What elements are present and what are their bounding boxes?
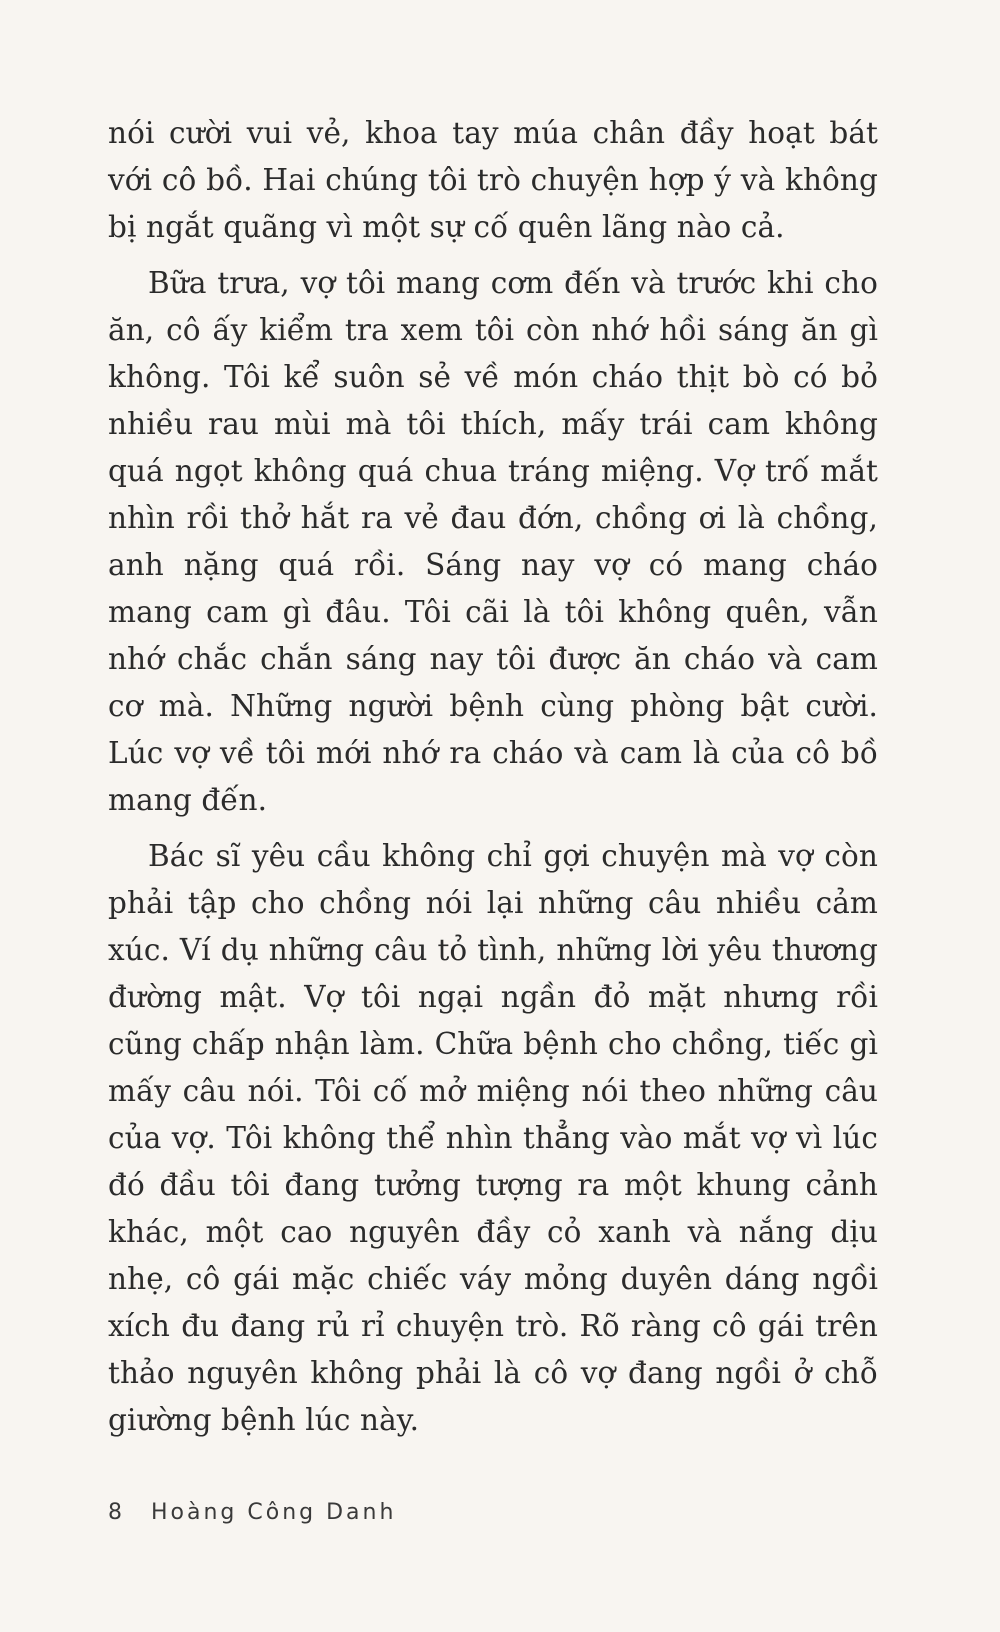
paragraph-doctor: Bác sĩ yêu cầu không chỉ gợi chuyện mà vợ còn phải tập cho chồng nói lại những câu nhiều cảm xúc. Ví dụ những câu tỏ tình, những lời yêu thương đường mật. Vợ tôi ngại ngần đỏ mặt nhưng rồi cũng chấp nhận làm. Chữa bệnh cho chồng, tiếc gì mấy câu nói. Tôi cố mở miệng nói theo những câu của vợ. Tôi không thể nhìn thẳng vào mắt vợ vì lúc đó đầu tôi đang tưởng tượng ra một khung cảnh khác, một cao nguyên đầy cỏ xanh và nắng dịu nhẹ, cô gái mặc chiếc váy mỏng duyên dáng ngồi xích đu đang rủ rỉ chuyện trò. Rõ ràng cô gái trên thảo nguyên không phải là cô vợ đang ngồi ở chỗ giường bệnh lúc này. [108,839,878,1437]
page-number: 8 [108,1500,125,1525]
body-text [108,110,878,1444]
paragraph-continuation: nói cười vui vẻ, khoa tay múa chân đầy hoạt bát với cô bồ. Hai chúng tôi trò chuyện hợp ý và không bị ngắt quãng vì một sự cố quên lãng nào cả. [108,116,878,244]
author-name: Hoàng Công Danh [151,1500,397,1525]
paragraph-lunch: Bữa trưa, vợ tôi mang cơm đến và trước khi cho ăn, cô ấy kiểm tra xem tôi còn nhớ hồi sáng ăn gì không. Tôi kể suôn sẻ về món cháo thịt bò có bỏ nhiều rau mùi mà tôi thích, mấy trái cam không quá ngọt không quá chua tráng miệng. Vợ trố mắt nhìn rồi thở hắt ra vẻ đau đớn, chồng ơi là chồng, anh nặng quá rồi. Sáng nay vợ có mang cháo mang cam gì đâu. Tôi cãi là tôi không quên, vẫn nhớ chắc chắn sáng nay tôi được ăn cháo và cam cơ mà. Những người bệnh cùng phòng bật cười. Lúc vợ về tôi mới nhớ ra cháo và cam là của cô bồ mang đến. [108,266,878,817]
page-footer [108,1499,396,1527]
